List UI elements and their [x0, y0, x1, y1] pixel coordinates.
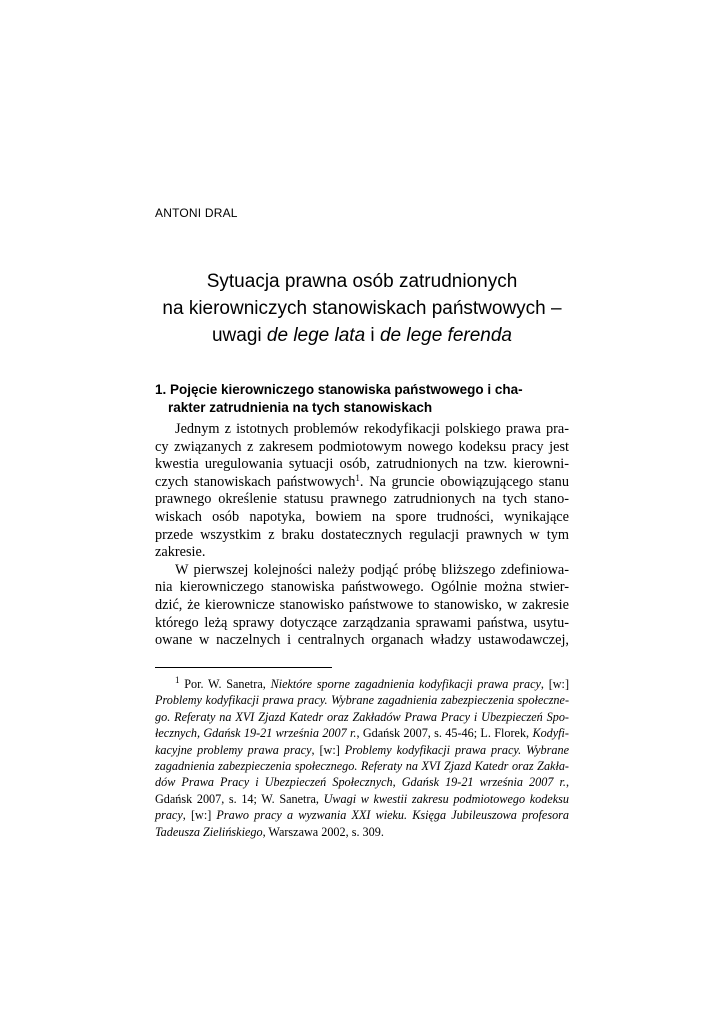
- footnote-citation-title: kacyjne problemy prawa pracy: [155, 742, 312, 757]
- footnote-divider: [155, 667, 332, 668]
- footnote-line: [155, 676, 569, 692]
- footnote-line: [155, 725, 569, 741]
- title-text: uwagi: [211, 325, 267, 346]
- article-title: [120, 268, 604, 349]
- paragraph-line: owane w naczelnych i centralnych organach władzy ustawodawczej,: [155, 632, 569, 649]
- footnote-line: [155, 824, 569, 840]
- footnote-text: , [w:]: [540, 677, 569, 691]
- footnote-reference[interactable]: 1: [355, 472, 360, 483]
- title-line-1: Sytuacja prawna osób zatrudnionych: [206, 271, 518, 292]
- paragraph-1: [155, 421, 569, 562]
- title-latin-phrase: de lege lata: [266, 325, 366, 346]
- footnote-line: [155, 774, 569, 790]
- footnote-line: [155, 709, 569, 725]
- footnote-citation-title: Problemy kodyfikacji prawa pracy. Wybrane zagadnienia zabezpieczenia społeczne-: [155, 693, 569, 708]
- footnote-citation-title: go. Referaty na XVI Zjazd Katedr oraz Zakładów Prawa Pracy i Ubezpieczeń Spo-: [155, 709, 569, 724]
- footnote-line: [155, 692, 569, 708]
- paragraph-line: nia kierowniczego stanowiska państwowego. Ogólnie można stwier-: [155, 579, 569, 596]
- footnote-text: , Warszawa 2002, s. 309.: [262, 824, 384, 839]
- paragraph-line: przede wszystkim z braku dostatecznych regulacji prawnych w tym: [155, 526, 569, 543]
- section-heading-line-2: rakter zatrudnienia na tych stanowiskach: [168, 400, 433, 415]
- paragraph-2: [155, 562, 569, 650]
- paragraph-text: czych stanowiskach państwowych: [155, 473, 356, 490]
- paragraph-line: W pierwszej kolejności należy podjąć próbę bliższego zdefiniowa-: [175, 561, 569, 578]
- paragraph-line: prawnego określenie statusu prawnego zatrudnionych na tych stano-: [155, 491, 569, 508]
- paragraph-line: którego leżą sprawy dotyczące zarządzania sprawami państwa, usytu-: [155, 614, 569, 631]
- section-heading-line-1: 1. Pojęcie kierowniczego stanowiska państwowego i cha-: [155, 382, 523, 397]
- footnote-citation-title: Uwagi w kwestii zakresu podmiotowego kodeksu: [323, 791, 569, 806]
- footnote-citation-title: Problemy kodyfikacji prawa pracy. Wybrane: [344, 742, 569, 757]
- footnote-line: [155, 791, 569, 807]
- footnote-line: [155, 758, 569, 774]
- paragraph-line: dzić, że kierownicze stanowisko państwowe to stanowisko, w zakresie: [155, 596, 569, 613]
- footnote-line: [155, 742, 569, 758]
- footnote-citation-title: pracy: [155, 808, 183, 823]
- footnote-text: Gdańsk 2007, s. 14; W. Sanetra,: [155, 791, 324, 806]
- footnote-text: ,: [565, 775, 569, 790]
- paragraph-line: zakresie.: [155, 544, 206, 561]
- paragraph-line: [155, 474, 569, 492]
- footnote-text: , Gdańsk 2007, s. 45-46; L. Florek,: [356, 726, 533, 741]
- paragraph-line: cy związanych z zakresem podmiotowym nowego kodeksu pracy jest: [155, 438, 569, 455]
- body-text: [155, 421, 569, 650]
- footnote-citation-title: Kodyfi-: [532, 726, 569, 741]
- paragraph-line: kwestia uregulowania sytuacji osób, zatrudnionych na tzw. kierowni-: [155, 456, 569, 473]
- paragraph-text: . Na gruncie obowiązującego stanu: [359, 473, 569, 490]
- footnote-citation-title: dów Prawa Pracy i Ubezpieczeń Społecznych, Gdańsk 19-21 września 2007 r.: [155, 775, 566, 790]
- footnote-number: 1: [175, 675, 180, 685]
- footnote-citation-title: Niektóre sporne zagadnienia kodyfikacji prawa pracy: [270, 677, 541, 691]
- footnote-citation-title: łecznych, Gdańsk 19-21 września 2007 r.: [155, 726, 357, 741]
- footnote-text: Por. W. Sanetra,: [179, 677, 271, 691]
- paragraph-line: wiskach osób napotyka, bowiem na spore trudności, wynikające: [155, 508, 569, 525]
- footnote-citation-title: Tadeusza Zielińskiego: [155, 824, 263, 839]
- section-heading: [155, 381, 565, 417]
- paragraph-line: Jednym z istotnych problemów rekodyfikacji polskiego prawa pra-: [175, 421, 569, 437]
- title-line-2: na kierowniczych stanowiskach państwowych –: [162, 298, 562, 319]
- author-name: ANTONI DRAL: [155, 206, 238, 220]
- footnote: [155, 676, 569, 840]
- footnote-text: , [w:]: [311, 742, 345, 757]
- footnote-text: , [w:]: [182, 808, 217, 823]
- title-latin-phrase: de lege ferenda: [379, 325, 512, 346]
- title-line-3: [120, 322, 604, 349]
- title-text: i: [365, 325, 380, 346]
- footnote-citation-title: zagadnienia zabezpieczenia społecznego. Referaty na XVI Zjazd Katedr oraz Zakła-: [155, 759, 569, 774]
- footnote-citation-title: Prawo pracy a wyzwania XXI wieku. Księga Jubileuszowa profesora: [216, 808, 569, 823]
- footnote-line: [155, 807, 569, 823]
